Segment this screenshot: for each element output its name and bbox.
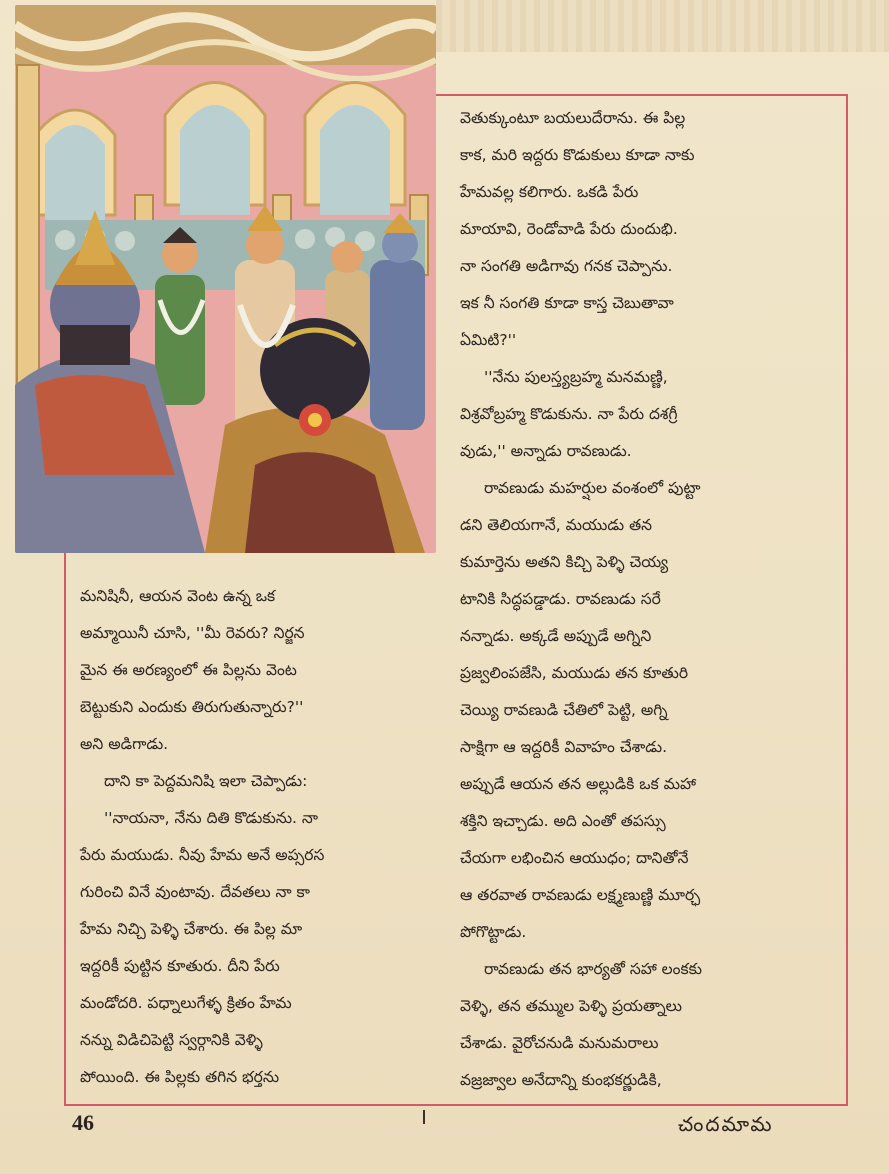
text-line: రావణుడు తన భార్యతో సహా లంకకు: [484, 960, 703, 978]
frame-left-border: [64, 553, 66, 1106]
text-line: ఇక నీ సంగతి కూడా కాస్త చెబుతావా: [460, 294, 674, 312]
frame-right-border: [846, 94, 848, 1106]
text-line: సాక్షిగా ఆ ఇద్దరికీ వివాహం చేశాడు.: [460, 738, 668, 756]
text-line: బెట్టుకుని ఎందుకు తిరుగుతున్నారు?'': [80, 698, 304, 716]
illustration-drawing: [15, 5, 436, 553]
frame-top-border: [436, 94, 848, 96]
text-line: డని తెలియగానే, మయుడు తన: [460, 516, 653, 534]
text-line: ''నేను పులస్త్యబ్రహ్మ మనమణ్ణి,: [484, 368, 668, 386]
top-edge-strip: [436, 0, 889, 52]
center-tick-mark: [423, 1110, 425, 1124]
text-line: మైన ఈ అరణ్యంలో ఈ పిల్లను వెంట: [80, 661, 297, 679]
text-line: హేమ నిచ్చి పెళ్ళి చేశారు. ఈ పిల్ల మా: [80, 920, 303, 938]
text-line: చేయగా లభించిన ఆయుధం; దానితోనే: [460, 849, 689, 867]
text-line: ప్రజ్వలింపజేసి, మయుడు తన కూతురి: [460, 664, 689, 682]
text-line: అమ్మాయినీ చూసి, ''మీ రెవరు? నిర్జన: [80, 624, 305, 642]
text-line: ఏమిటి?'': [460, 331, 517, 349]
text-line: గురించి వినే వుంటావు. దేవతలు నా కా: [80, 883, 310, 901]
text-line: నన్ను విడిచిపెట్టి స్వర్గానికి వెళ్ళి: [80, 1031, 263, 1049]
text-line: కాక, మరి ఇద్దరు కొడుకులు కూడా నాకు: [460, 146, 695, 164]
text-line: వెళ్ళి, తన తమ్ముల పెళ్ళి ప్రయత్నాలు: [460, 997, 682, 1015]
text-line: దాని కా పెద్దమనిషి ఇలా చెప్పాడు:: [104, 772, 308, 790]
text-line: రావణుడు మహర్షుల వంశంలో పుట్టా: [484, 479, 701, 497]
text-line: పోగొట్టాడు.: [460, 923, 527, 941]
text-line: అని అడిగాడు.: [80, 735, 169, 753]
text-line: టానికి సిద్ధపడ్డాడు. రావణుడు సరే: [460, 590, 661, 608]
text-line: శక్తిని ఇచ్చాడు. అది ఎంతో తపస్సు: [460, 812, 666, 830]
text-line: చెయ్యి రావణుడి చేతిలో పెట్టి, అగ్ని: [460, 701, 668, 719]
text-line: పోయింది. ఈ పిల్లకు తగిన భర్తను: [80, 1068, 280, 1086]
text-line: ఇద్దరికీ పుట్టిన కూతురు. దీని పేరు: [80, 957, 280, 975]
story-illustration: [15, 5, 436, 553]
text-line: పేరు మయుడు. నీవు హేమ అనే అప్సరస: [80, 846, 325, 864]
text-line: నన్నాడు. అక్కడే అప్పుడే అగ్నిని: [460, 627, 652, 645]
text-line: మాయావి, రెండోవాడి పేరు దుందుభి.: [460, 220, 678, 238]
text-line: మండోదరి. పధ్నాలుగేళ్ళ క్రితం హేమ: [80, 994, 292, 1012]
right-text-column: [460, 100, 834, 1099]
text-line: వెతుక్కుంటూ బయలుదేరాను. ఈ పిల్ల: [460, 109, 686, 127]
text-line: కుమార్తెను అతని కిచ్చి పెళ్ళి చెయ్య: [460, 553, 669, 571]
text-line: వజ్రజ్వాల అనేదాన్ని కుంభకర్ణుడికి,: [460, 1071, 662, 1089]
page-number: 46: [72, 1110, 94, 1135]
text-line: చేశాడు. వైరోచనుడి మనుమరాలు: [460, 1034, 659, 1052]
text-line: ఆ తరవాత రావణుడు లక్ష్మణుణ్ణి మూర్ఛ: [460, 886, 701, 904]
text-line: నా సంగతి అడిగావు గనక చెప్పాను.: [460, 257, 673, 275]
text-line: మనిషినీ, ఆయన వెంట ఉన్న ఒక: [80, 587, 276, 605]
text-line: అప్పుడే ఆయన తన అల్లుడికి ఒక మహా: [460, 775, 697, 793]
left-text-column: [80, 578, 434, 1096]
text-line: హేమవల్ల కలిగారు. ఒకడి పేరు: [460, 183, 639, 201]
text-line: విశ్రవోబ్రహ్మ కొడుకును. నా పేరు దశగ్రీ: [460, 405, 678, 423]
text-line: ''నాయనా, నేను దితి కొడుకును. నా: [104, 809, 319, 827]
frame-bottom-border: [64, 1104, 848, 1106]
text-line: వుడు,'' అన్నాడు రావణుడు.: [460, 442, 632, 460]
magazine-name: చందమామ: [678, 1112, 774, 1136]
